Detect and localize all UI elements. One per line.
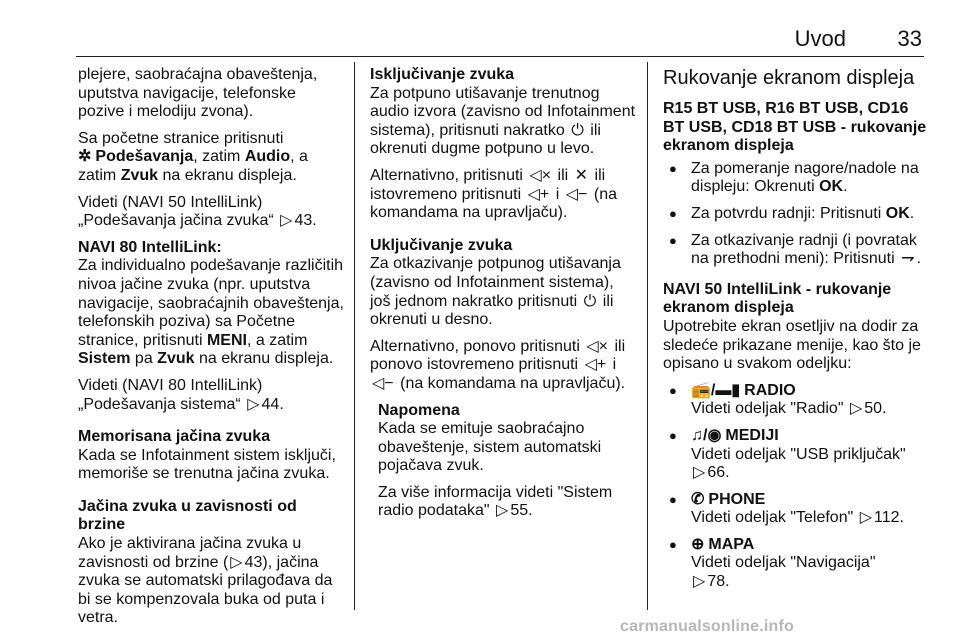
list-item xyxy=(663,427,931,483)
media-icon: ♫/◉ xyxy=(691,426,722,444)
paragraph: Ako je aktivirana jačina zvuka u zavisnosti od brzine ( ▷ 43), jačina zvuka se automatski prilagođava da bi se kompenzovala buka od puta i vetra. xyxy=(78,535,333,627)
volume-up-icon: ◁+ xyxy=(527,185,550,203)
header-rule xyxy=(76,56,924,57)
list-item xyxy=(663,491,931,528)
paragraph: Kada se Infotainment sistem isključi, memoriše se trenutna jačina zvuka. xyxy=(78,446,336,483)
list-item: ● Za pomeranje nagore/nadole na displeju: Okrenuti OK. xyxy=(663,160,931,197)
column-divider-2 xyxy=(647,62,648,610)
paragraph: plejere, saobraćajna obaveštenja, uputstva navigacije, telefonske pozive i melodiju zvona). xyxy=(78,66,318,121)
menu-item-map[interactable]: MAPA xyxy=(708,535,755,553)
settings-gear-icon: ✲ xyxy=(78,148,92,166)
paragraph: Za potpuno utišavanje trenutnog audio izvora (zavisno od Infotainment sistema), pritisnuti nakratko ⏻ ili okrenuti dugme potpuno u levo. xyxy=(370,84,636,158)
subheading: Uključivanje zvuka xyxy=(370,236,513,254)
menu-list xyxy=(663,382,931,592)
list-item: ● Za potvrdu radnji: Pritisnuti OK. xyxy=(663,205,931,224)
section-title: Uvod xyxy=(794,26,846,51)
subheading: NAVI 50 IntelliLink - rukovanje ekranom displeja xyxy=(663,280,892,317)
mute-alt-icon: ✕ xyxy=(574,166,589,184)
paragraph: Za otkazivanje potpunog utišavanja (zavisno od Infotainment sistema), još jednom nakratko pritisnuti ⏻ ili okrenuti u desno. xyxy=(370,255,621,329)
page-ref-icon: ▷ xyxy=(849,400,863,418)
power-knob-icon: ⏻ xyxy=(571,121,584,139)
subheading: NAVI 80 IntelliLink: xyxy=(78,238,222,256)
page-header xyxy=(0,18,960,54)
volume-up-icon: ◁+ xyxy=(584,356,607,374)
bullet-list xyxy=(663,160,931,269)
menu-item-radio[interactable]: RADIO xyxy=(744,381,796,399)
column-divider-1 xyxy=(354,62,355,610)
subheading: Isključivanje zvuka xyxy=(370,66,515,83)
page-ref-icon: ▷ xyxy=(859,509,873,527)
paragraph: Alternativno, pritisnuti ◁× ili ✕ ili istovremeno pritisnuti ◁+ i ◁− (na komandama na upravljaču). xyxy=(370,166,617,222)
page-ref[interactable]: 44. xyxy=(261,395,284,413)
item-description: Videti odeljak "Navigacija" ▷ 78. xyxy=(691,554,876,591)
list-item xyxy=(663,536,931,592)
subheading: Jačina zvuka u zavisnosti od brzine xyxy=(78,497,297,534)
page-ref-icon: ▷ xyxy=(247,395,260,413)
column-3 xyxy=(663,66,931,600)
radio-icon: 📻/▬▮ xyxy=(691,381,741,399)
menu-item-media[interactable]: MEDIJI xyxy=(725,426,779,444)
note-title: Napomena xyxy=(378,401,460,419)
subheading: R15 BT USB, R16 BT USB, CD16 BT USB, CD18 BT USB - rukovanje ekranom displeja xyxy=(663,100,927,155)
paragraph: Videti (NAVI 50 IntelliLink) „Podešavanja jačina zvuka“ ▷ 43. xyxy=(78,193,317,230)
section-heading: Rukovanje ekranom displeja xyxy=(663,67,915,89)
list-item: ● Za otkazivanje radnji (i povratak na prethodni meni): Pritisnuti ⇁ . xyxy=(663,232,931,269)
page-ref-icon: ▷ xyxy=(693,573,706,591)
subheading: Memorisana jačina zvuka xyxy=(78,428,271,446)
paragraph: Sa početne stranice pritisnuti ✲ Podešavanja, zatim Audio, a zatim Zvuk na ekranu displeja. xyxy=(78,129,308,184)
item-description: Videti odeljak "Radio" ▷ 50. xyxy=(691,400,887,418)
page-ref-icon: ▷ xyxy=(280,212,293,230)
paragraph: Upotrebite ekran osetljiv na dodir za sledeće prikazane menije, kao što je opisano u svakom odeljku: xyxy=(663,317,921,373)
page-ref[interactable]: 55. xyxy=(510,502,533,520)
page-ref[interactable]: 43. xyxy=(294,212,317,230)
column-2 xyxy=(370,66,638,521)
paragraph: Za individualno podešavanje različitih nivoa jačine zvuka (npr. uputstva navigacije, saobraćajnih obaveštenja, telefonskih poziva) sa Početne stranice, pritisnuti MENI, a zatim Sistem pa Zvuk na ekranu displeja. xyxy=(78,257,344,368)
power-knob-icon: ⏻ xyxy=(583,292,597,310)
back-arrow-icon: ⇁ xyxy=(901,250,915,268)
volume-down-icon: ◁− xyxy=(372,374,394,392)
watermark: carmanualsonline.info xyxy=(620,618,795,635)
page-ref-icon: ▷ xyxy=(693,464,706,482)
map-globe-icon: ⊕ xyxy=(691,535,705,553)
page-ref-icon: ▷ xyxy=(230,553,243,571)
menu-item-phone[interactable]: PHONE xyxy=(708,490,766,508)
volume-down-icon: ◁− xyxy=(565,185,588,203)
item-description: Videti odeljak "USB priključak" ▷ 66. xyxy=(691,445,906,482)
mute-icon: ◁× xyxy=(529,166,552,184)
phone-icon: ✆ xyxy=(691,490,705,508)
mute-icon: ◁× xyxy=(586,337,609,355)
list-item xyxy=(663,382,931,419)
item-description: Videti odeljak "Telefon" ▷ 112. xyxy=(691,509,904,527)
note-box xyxy=(370,402,638,522)
page-ref-icon: ▷ xyxy=(496,502,509,520)
paragraph: Kada se emituje saobraćajno obaveštenje, sistem automatski pojačava zvuk. xyxy=(378,420,602,475)
page-number: 33 xyxy=(897,26,922,51)
paragraph: Alternativno, ponovo pritisnuti ◁× ili ponovo istovremeno pritisnuti ◁+ i ◁− (na komandama na upravljaču). xyxy=(370,337,626,392)
paragraph: Videti (NAVI 80 IntelliLink) „Podešavanja sistema“ ▷ 44. xyxy=(78,376,284,413)
column-1 xyxy=(78,66,346,628)
paragraph: Za više informacija videti "Sistem radio podataka" ▷ 55. xyxy=(378,483,613,520)
